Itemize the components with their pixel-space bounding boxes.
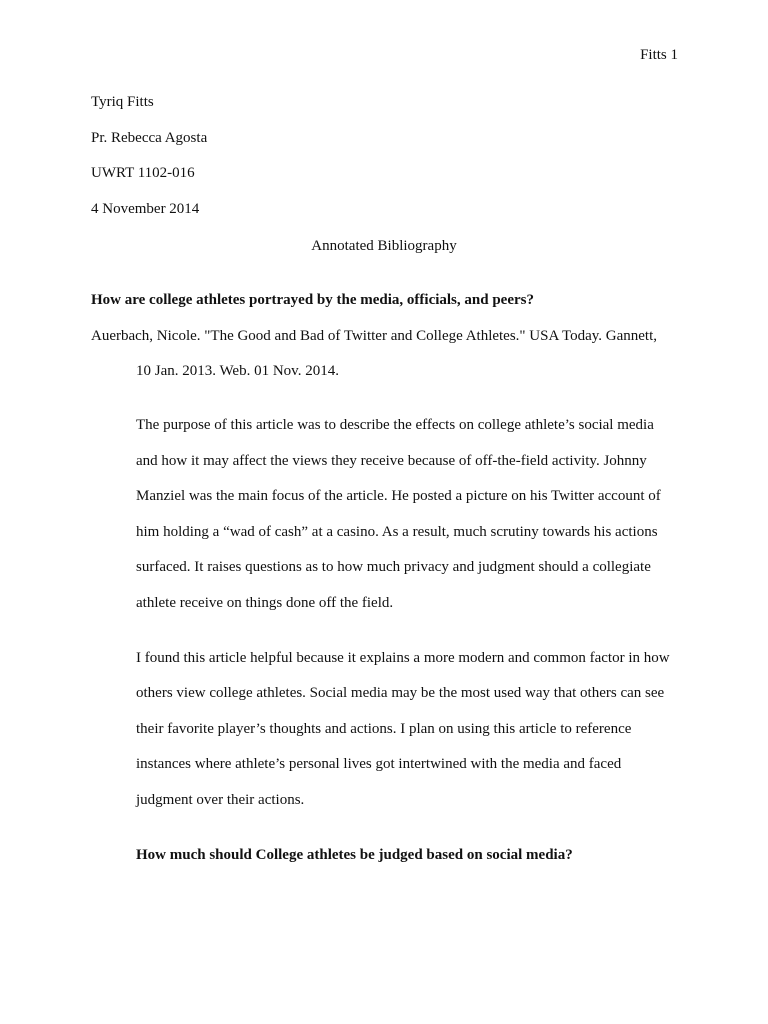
- paragraph-1-line: The purpose of this article was to describe the effects on college athlete’s social media: [136, 417, 654, 433]
- author-name: Tyriq Fitts: [91, 94, 154, 110]
- paragraph-1-line: and how it may affect the views they receive because of off-the-field activity. Johnny: [136, 453, 647, 469]
- running-head: Fitts 1: [640, 47, 678, 63]
- citation-line-2: 10 Jan. 2013. Web. 01 Nov. 2014.: [136, 363, 339, 379]
- paragraph-1-line: surfaced. It raises questions as to how much privacy and judgment should a collegiate: [136, 559, 651, 575]
- paragraph-2-line: judgment over their actions.: [136, 792, 305, 808]
- course-code: UWRT 1102-016: [91, 165, 195, 181]
- paragraph-1-line: Manziel was the main focus of the article. He posted a picture on his Twitter account of: [136, 488, 661, 504]
- paragraph-1-line: him holding a “wad of cash” at a casino. As a result, much scrutiny towards his actions: [136, 524, 658, 540]
- paragraph-2-line: others view college athletes. Social media may be the most used way that others can see: [136, 685, 665, 701]
- paragraph-2-line: instances where athlete’s personal lives got intertwined with the media and faced: [136, 756, 622, 772]
- paragraph-2-line: I found this article helpful because it explains a more modern and common factor in how: [136, 650, 670, 666]
- section-question-1: How are college athletes portrayed by the media, officials, and peers?: [91, 292, 534, 308]
- document-title: Annotated Bibliography: [311, 238, 457, 254]
- instructor-name: Pr. Rebecca Agosta: [91, 130, 208, 146]
- paragraph-2-line: their favorite player’s thoughts and actions. I plan on using this article to reference: [136, 721, 632, 737]
- paragraph-1-line: athlete receive on things done off the field.: [136, 595, 394, 611]
- citation-line-1: Auerbach, Nicole. "The Good and Bad of Twitter and College Athletes." USA Today. Gannett,: [91, 328, 657, 344]
- section-question-2: How much should College athletes be judged based on social media?: [136, 847, 573, 863]
- document-date: 4 November 2014: [91, 201, 200, 217]
